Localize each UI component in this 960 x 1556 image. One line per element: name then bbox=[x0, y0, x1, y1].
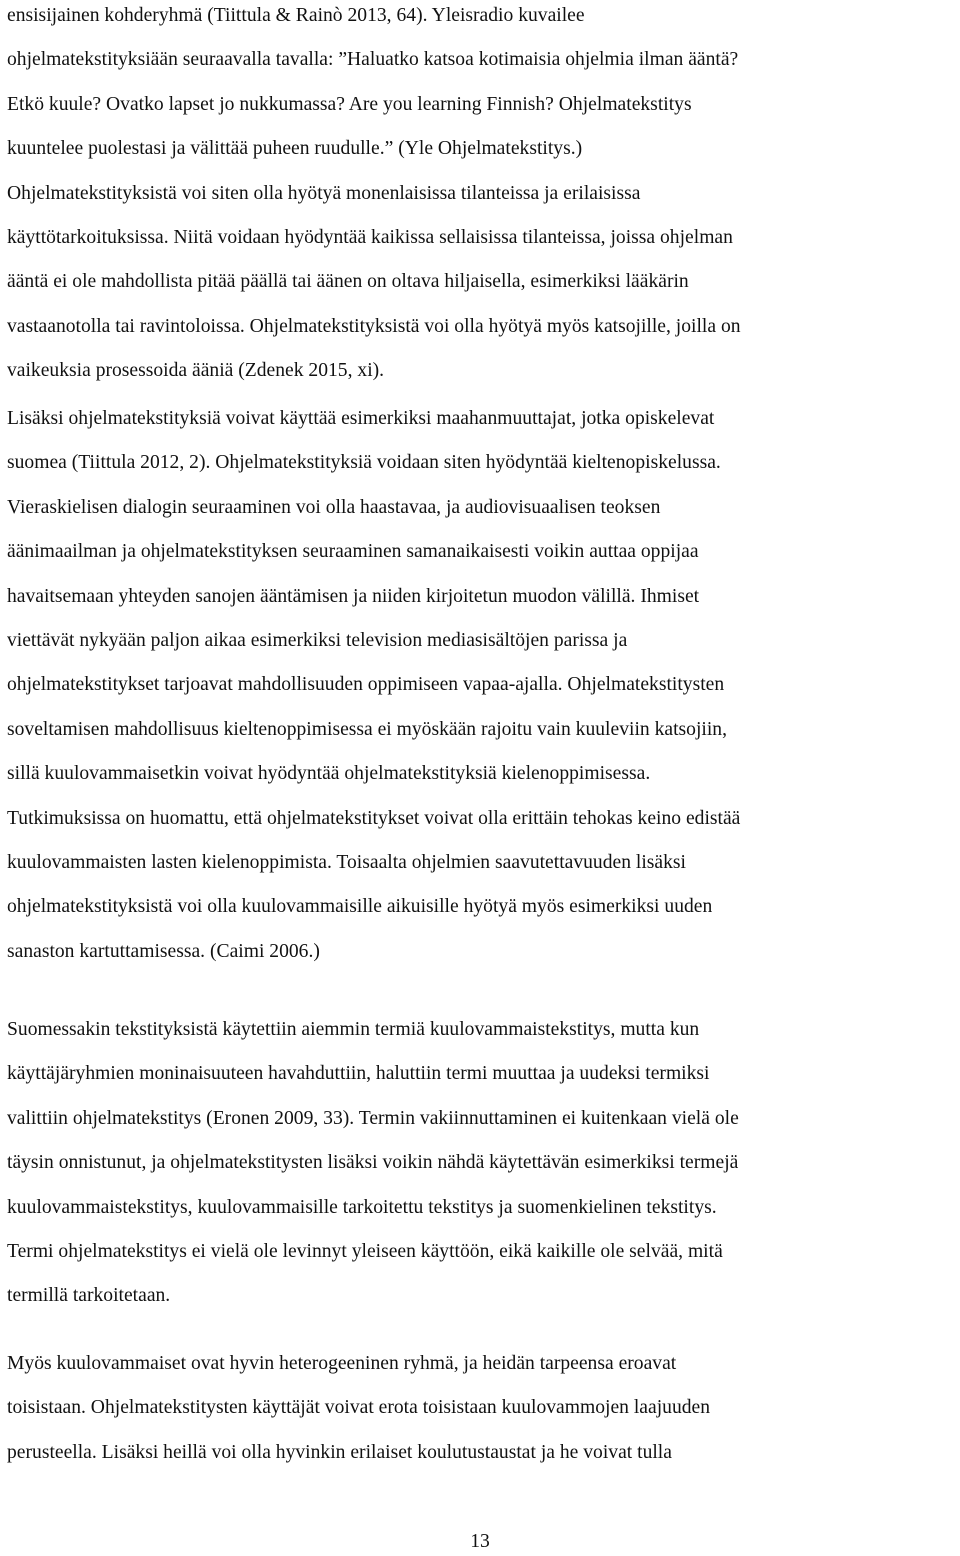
text-line: käyttäjäryhmien moninaisuuteen havahduttiin, haluttiin termi muuttaa ja uudeksi termiksi bbox=[7, 1063, 710, 1085]
text-line: vastaanotolla tai ravintoloissa. Ohjelmatekstityksistä voi olla hyötyä myös katsojille, joilla on bbox=[7, 315, 741, 337]
text-line: vaikeuksia prosessoida ääniä (Zdenek 2015, xi). bbox=[7, 360, 385, 382]
text-line: ääntä ei ole mahdollista pitää päällä tai äänen on oltava hiljaisella, esimerkiksi lääkärin bbox=[7, 271, 689, 293]
text-line: viettävät nykyään paljon aikaa esimerkiksi television mediasisältöjen parissa ja bbox=[7, 630, 628, 652]
text-line: kuulovammaistekstitys, kuulovammaisille tarkoitettu tekstitys ja suomenkielinen tekstitys. bbox=[7, 1196, 717, 1218]
text-line: sillä kuulovammaisetkin voivat hyödyntää ohjelmatekstityksiä kielenoppimisessa. bbox=[7, 763, 651, 785]
text-line: ohjelmatekstitykset tarjoavat mahdollisuuden oppimiseen vapaa-ajalla. Ohjelmatekstitysten bbox=[7, 674, 725, 696]
text-line: äänimaailman ja ohjelmatekstityksen seuraaminen samanaikaisesti voikin auttaa oppijaa bbox=[7, 541, 699, 563]
paragraph-1 bbox=[7, 0, 741, 394]
text-line: soveltamisen mahdollisuus kieltenoppimisessa ei myöskään rajoitu vain kuuleviin katsojiin, bbox=[7, 718, 727, 740]
page-number: 13 bbox=[470, 1531, 490, 1552]
paragraph-2 bbox=[7, 397, 740, 974]
text-line: kuuntelee puolestasi ja välittää puheen ruudulle.” (Yle Ohjelmatekstitys.) bbox=[7, 138, 583, 160]
text-line: täysin onnistunut, ja ohjelmatekstitysten lisäksi voikin nähdä käytettävän esimerkiksi termejä bbox=[7, 1152, 739, 1174]
text-line: Ohjelmatekstityksistä voi siten olla hyötyä monenlaisissa tilanteissa ja erilaisissa bbox=[7, 182, 641, 204]
text-line: toisistaan. Ohjelmatekstitysten käyttäjät voivat erota toisistaan kuulovammojen laajuuden bbox=[7, 1397, 711, 1419]
text-line: Vieraskielisen dialogin seuraaminen voi olla haastavaa, ja audiovisuaalisen teoksen bbox=[7, 496, 661, 518]
text-line: termillä tarkoitetaan. bbox=[7, 1285, 171, 1307]
text-line: valittiin ohjelmatekstitys (Eronen 2009, 33). Termin vakiinnuttaminen ei kuitenkaan vielä ole bbox=[7, 1107, 739, 1129]
text-line: ohjelmatekstityksiään seuraavalla tavalla: ”Haluatko katsoa kotimaisia ohjelmia ilman ääntä? bbox=[7, 49, 739, 71]
text-line: Suomessakin tekstityksistä käytettiin aiemmin termiä kuulovammaistekstitys, mutta kun bbox=[7, 1019, 700, 1040]
text-line: Lisäksi ohjelmatekstityksiä voivat käyttää esimerkiksi maahanmuuttajat, jotka opiskelevat bbox=[7, 408, 715, 429]
paragraph-4 bbox=[7, 1342, 710, 1475]
text-line: käyttötarkoituksissa. Niitä voidaan hyödyntää kaikissa sellaisissa tilanteissa, joissa ohjelman bbox=[7, 227, 733, 249]
text-line: kuulovammaisten lasten kielenoppimista. Toisaalta ohjelmien saavutettavuuden lisäksi bbox=[7, 852, 686, 874]
text-line: Myös kuulovammaiset ovat hyvin heterogeeninen ryhmä, ja heidän tarpeensa eroavat bbox=[7, 1353, 677, 1374]
text-line: havaitsemaan yhteyden sanojen ääntämisen ja niiden kirjoitetun muodon välillä. Ihmiset bbox=[7, 585, 700, 607]
text-line: Termi ohjelmatekstitys ei vielä ole levinnyt yleiseen käyttöön, eikä kaikille ole selvää, mitä bbox=[7, 1241, 723, 1263]
text-line: ohjelmatekstityksistä voi olla kuulovammaisille aikuisille hyötyä myös esimerkiksi uuden bbox=[7, 896, 713, 918]
text-line: suomea (Tiittula 2012, 2). Ohjelmatekstityksiä voidaan siten hyödyntää kieltenopiskelussa. bbox=[7, 452, 721, 474]
text-line: Etkö kuule? Ovatko lapset jo nukkumassa? Are you learning Finnish? Ohjelmatekstitys bbox=[7, 93, 692, 115]
text-line: ensisijainen kohderyhmä (Tiittula & Rainò 2013, 64). Yleisradio kuvailee bbox=[7, 5, 585, 26]
text-line: perusteella. Lisäksi heillä voi olla hyvinkin erilaiset koulutustaustat ja he voivat tulla bbox=[7, 1441, 672, 1463]
paragraph-3 bbox=[7, 1008, 739, 1319]
text-line: sanaston kartuttamisessa. (Caimi 2006.) bbox=[7, 940, 320, 962]
text-line: Tutkimuksissa on huomattu, että ohjelmatekstitykset voivat olla erittäin tehokas keino edistää bbox=[7, 807, 741, 829]
